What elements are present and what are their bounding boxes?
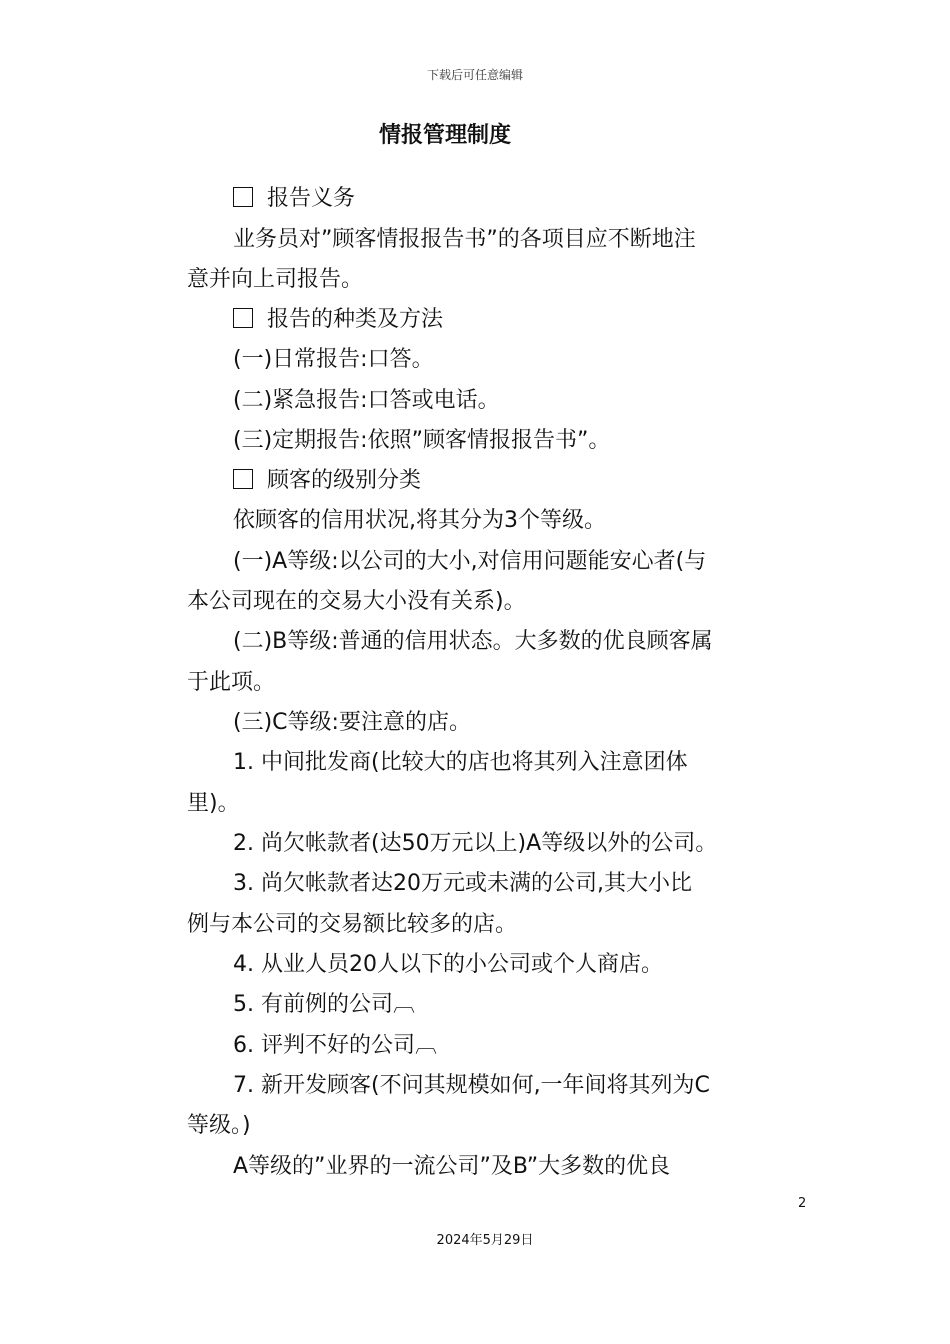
list-item: 4. 从业人员20人以下的小公司或个人商店。 <box>233 952 663 977</box>
list-item: 6. 评判不好的公司︹ <box>233 1033 437 1058</box>
list-item: 2. 尚欠帐款者(达50万元以上)A等级以外的公司。 <box>233 831 718 856</box>
checkbox-icon <box>233 469 253 489</box>
list-item: 5. 有前例的公司︹ <box>233 992 415 1017</box>
list-item: 1. 中间批发商(比较大的店也将其列入注意团体 <box>233 750 688 775</box>
paragraph-line: (三)C等级:要注意的店。 <box>233 710 471 735</box>
paragraph-line: 意并向上司报告。 <box>187 267 364 292</box>
paragraph-line: 里)。 <box>187 791 240 816</box>
paragraph-line: (二)紧急报告:口答或电话。 <box>233 388 500 413</box>
paragraph-line: 依顾客的信用状况,将其分为3个等级。 <box>233 508 606 533</box>
section-heading: 报告义务 <box>233 184 803 214</box>
page-number: 2 <box>798 1196 807 1211</box>
document-title: 情报管理制度 <box>378 123 511 148</box>
paragraph-line: A等级的”业界的一流公司”及B”大多数的优良 <box>233 1154 671 1179</box>
checkbox-icon <box>233 187 253 207</box>
list-item: 7. 新开发顾客(不问其规模如何,一年间将其列为C <box>233 1073 710 1098</box>
paragraph-line: 例与本公司的交易额比较多的店。 <box>187 912 518 937</box>
paragraph-line: 于此项。 <box>187 670 276 695</box>
page-footer-date: 2024年5月29日 <box>436 1233 534 1248</box>
paragraph-line: (三)定期报告:依照”顾客情报报告书”。 <box>233 428 611 453</box>
paragraph-line: 等级。) <box>187 1113 251 1138</box>
list-item: 3. 尚欠帐款者达20万元或未满的公司,其大小比 <box>233 871 692 896</box>
paragraph-line: (一)A等级:以公司的大小,对信用问题能安心者(与 <box>233 549 707 574</box>
paragraph-line: 本公司现在的交易大小没有关系)。 <box>187 589 526 614</box>
page-header: 下载后可任意编辑 <box>426 68 523 82</box>
paragraph-line: 业务员对”顾客情报报告书”的各项目应不断地注 <box>233 227 696 252</box>
checkbox-icon <box>233 308 253 328</box>
section-heading: 报告的种类及方法 <box>233 305 803 335</box>
section-heading: 顾客的级别分类 <box>233 466 803 496</box>
paragraph-line: (二)B等级:普通的信用状态。大多数的优良顾客属 <box>233 629 713 654</box>
paragraph-line: (一)日常报告:口答。 <box>233 347 434 372</box>
